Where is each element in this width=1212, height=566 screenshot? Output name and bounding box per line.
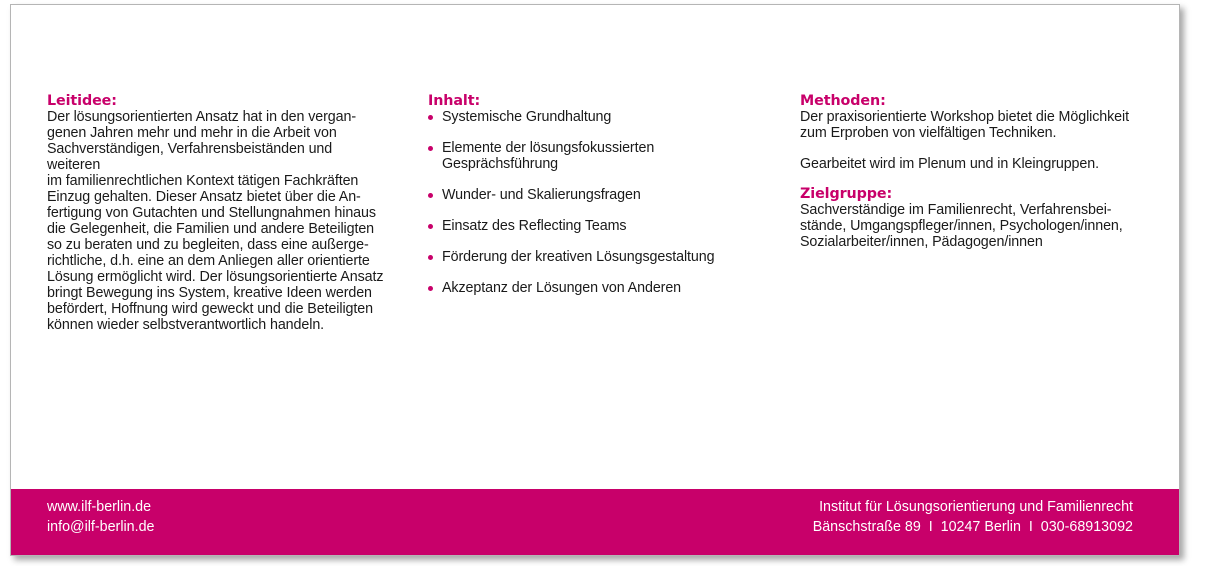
leitidee-line: Sachverständigen, Verfahrensbeiständen und weiteren (47, 141, 333, 173)
methoden-line: zum Erproben von vielfältigen Techniken. (800, 125, 1057, 141)
inhalt-section (428, 93, 768, 311)
zielgruppe-line: Sachverständige im Familienrecht, Verfahrensbei- (800, 202, 1112, 218)
flyer-card (10, 4, 1180, 556)
leitidee-line: Der lösungsorientierten Ansatz hat in den vergan- (47, 109, 357, 125)
inhalt-list (428, 109, 768, 296)
footer-bar (11, 489, 1179, 555)
methoden-line: Gearbeitet wird im Plenum und in Kleingruppen. (800, 156, 1099, 172)
website-link[interactable]: www.ilf-berlin.de (47, 499, 152, 515)
list-item-text: Akzeptanz der Lösungen von Anderen (442, 280, 682, 296)
leitidee-line: genen Jahren mehr und mehr in die Arbeit von (47, 125, 337, 141)
leitidee-line: Lösung ermöglicht wird. Der lösungsorientierte Ansatz (47, 269, 384, 285)
zielgruppe-heading: Zielgruppe: (800, 186, 893, 202)
leitidee-line: im familienrechtlichen Kontext tätigen Fachkräften (47, 173, 359, 189)
leitidee-line: richtliche, d.h. eine an dem Anliegen aller orientierte (47, 253, 370, 269)
list-item (428, 218, 768, 234)
list-item (428, 187, 768, 203)
inhalt-heading: Inhalt: (428, 93, 481, 109)
leitidee-line: Einzug gehalten. Dieser Ansatz bietet über die An- (47, 189, 361, 205)
list-item-text: Wunder- und Skalierungsfragen (442, 187, 641, 203)
list-item-text: Systemische Grundhaltung (442, 109, 612, 125)
list-item-text: Förderung der kreativen Lösungsgestaltung (442, 249, 715, 265)
address-line: Bänschstraße 89 I 10247 Berlin I 030-68913092 (812, 519, 1133, 535)
leitidee-line: die Gelegenheit, die Familien und andere Beteiligten (47, 221, 375, 237)
list-item (428, 249, 768, 265)
right-column (800, 93, 1160, 250)
leitidee-line: fertigung von Gutachten und Stellungnahmen hinaus (47, 205, 376, 221)
list-item-text: Elemente der lösungsfokussierten (442, 140, 655, 156)
leitidee-line: bringt Bewegung ins System, kreative Ideen werden (47, 285, 372, 301)
methoden-paragraph (800, 109, 1160, 141)
leitidee-line: können wieder selbstverantwortlich handeln. (47, 317, 325, 333)
institute-name: Institut für Lösungsorientierung und Familienrecht (819, 499, 1133, 515)
leitidee-text (47, 109, 385, 333)
leitidee-line: so zu beraten und zu begleiten, dass eine außerge- (47, 237, 369, 253)
methoden-line: Der praxisorientierte Workshop bietet die Möglichkeit (800, 109, 1129, 125)
methoden-heading: Methoden: (800, 93, 886, 109)
zielgruppe-line: Sozialarbeiter/innen, Pädagogen/innen (800, 234, 1043, 250)
methoden-paragraph (800, 156, 1160, 172)
footer-contact (47, 497, 155, 537)
leitidee-line: befördert, Hoffnung wird geweckt und die Beteiligten (47, 301, 373, 317)
zielgruppe-line: stände, Umgangspfleger/innen, Psychologen/innen, (800, 218, 1123, 234)
leitidee-section (47, 93, 385, 333)
footer-address (813, 497, 1133, 537)
list-item (428, 280, 768, 296)
zielgruppe-paragraph (800, 202, 1160, 250)
leitidee-heading: Leitidee: (47, 93, 117, 109)
list-item-text: Einsatz des Reflecting Teams (442, 218, 627, 234)
email-link[interactable]: info@ilf-berlin.de (47, 519, 155, 535)
list-item-text: Gesprächsführung (442, 156, 559, 172)
list-item (428, 140, 768, 172)
list-item (428, 109, 768, 125)
